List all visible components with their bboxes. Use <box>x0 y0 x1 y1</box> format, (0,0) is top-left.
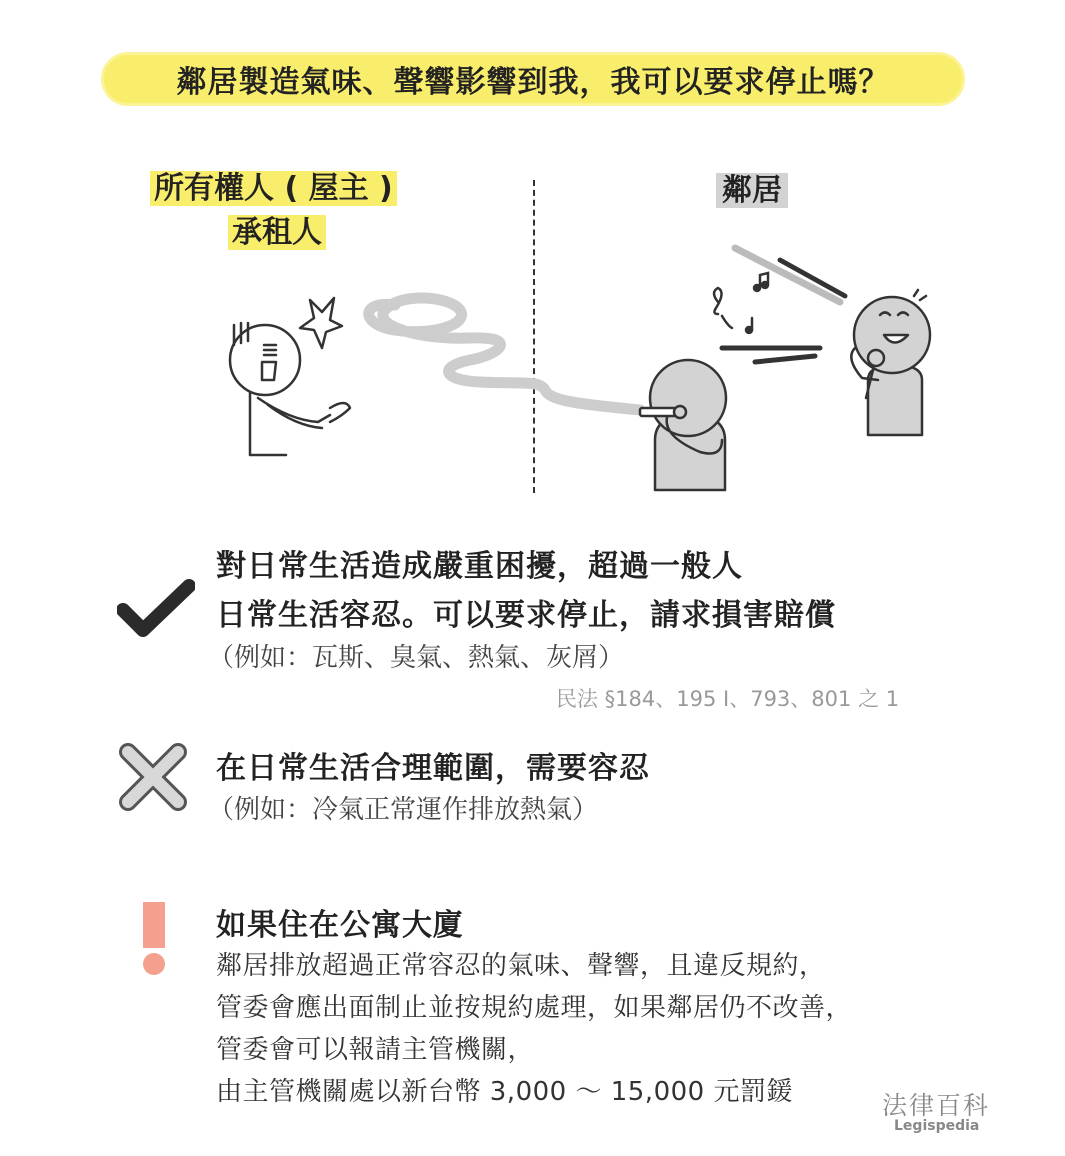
neighbor-label-text: 鄰居 <box>716 173 788 208</box>
exclamation-icon <box>138 898 170 978</box>
music-notes-icon <box>714 273 768 333</box>
smoke-trail <box>369 298 640 410</box>
annoyed-person <box>230 298 350 455</box>
neighbor-label <box>716 171 788 211</box>
owner-label <box>150 170 397 208</box>
owner-label-text: 所有權人 ( 屋主 ) <box>150 171 397 206</box>
apartment-line-4: 由主管機關處以新台幣 3,000 ～ 15,000 元罰鍰 <box>216 1077 793 1107</box>
page-title: 鄰居製造氣味、聲響影響到我，我可以要求停止嗎？ <box>176 65 890 100</box>
law-citation: 民法 §184、195 I、793、801 之 1 <box>556 687 900 711</box>
sound-lines <box>722 248 845 362</box>
title-banner <box>101 52 965 106</box>
tenant-label-text: 承租人 <box>228 215 326 250</box>
cross-icon <box>118 742 188 812</box>
allowed-line-2: 日常生活容忍。可以要求停止，請求損害賠償 <box>216 598 836 633</box>
brand-name: 法律百科 <box>882 1091 991 1120</box>
allowed-line-1: 對日常生活造成嚴重困擾，超過一般人 <box>216 549 743 584</box>
not-allowed-example: （例如：冷氣正常運作排放熱氣） <box>208 795 599 825</box>
illustration <box>0 230 1065 500</box>
singing-person <box>851 290 930 435</box>
apartment-heading: 如果住在公寓大廈 <box>216 908 464 943</box>
allowed-example: （例如：瓦斯、臭氣、熱氣、灰屑） <box>208 643 625 673</box>
smoking-person <box>640 360 726 490</box>
not-allowed-line-1: 在日常生活合理範圍，需要容忍 <box>216 751 650 786</box>
apartment-line-3: 管委會可以報請主管機關， <box>216 1035 535 1065</box>
brand-name-en: Legispedia <box>894 1118 980 1134</box>
apartment-line-2: 管委會應出面制止並按規約處理，如果鄰居仍不改善， <box>216 993 853 1023</box>
apartment-line-1: 鄰居排放超過正常容忍的氣味、聲響，且違反規約， <box>216 951 826 981</box>
check-icon <box>117 578 195 640</box>
